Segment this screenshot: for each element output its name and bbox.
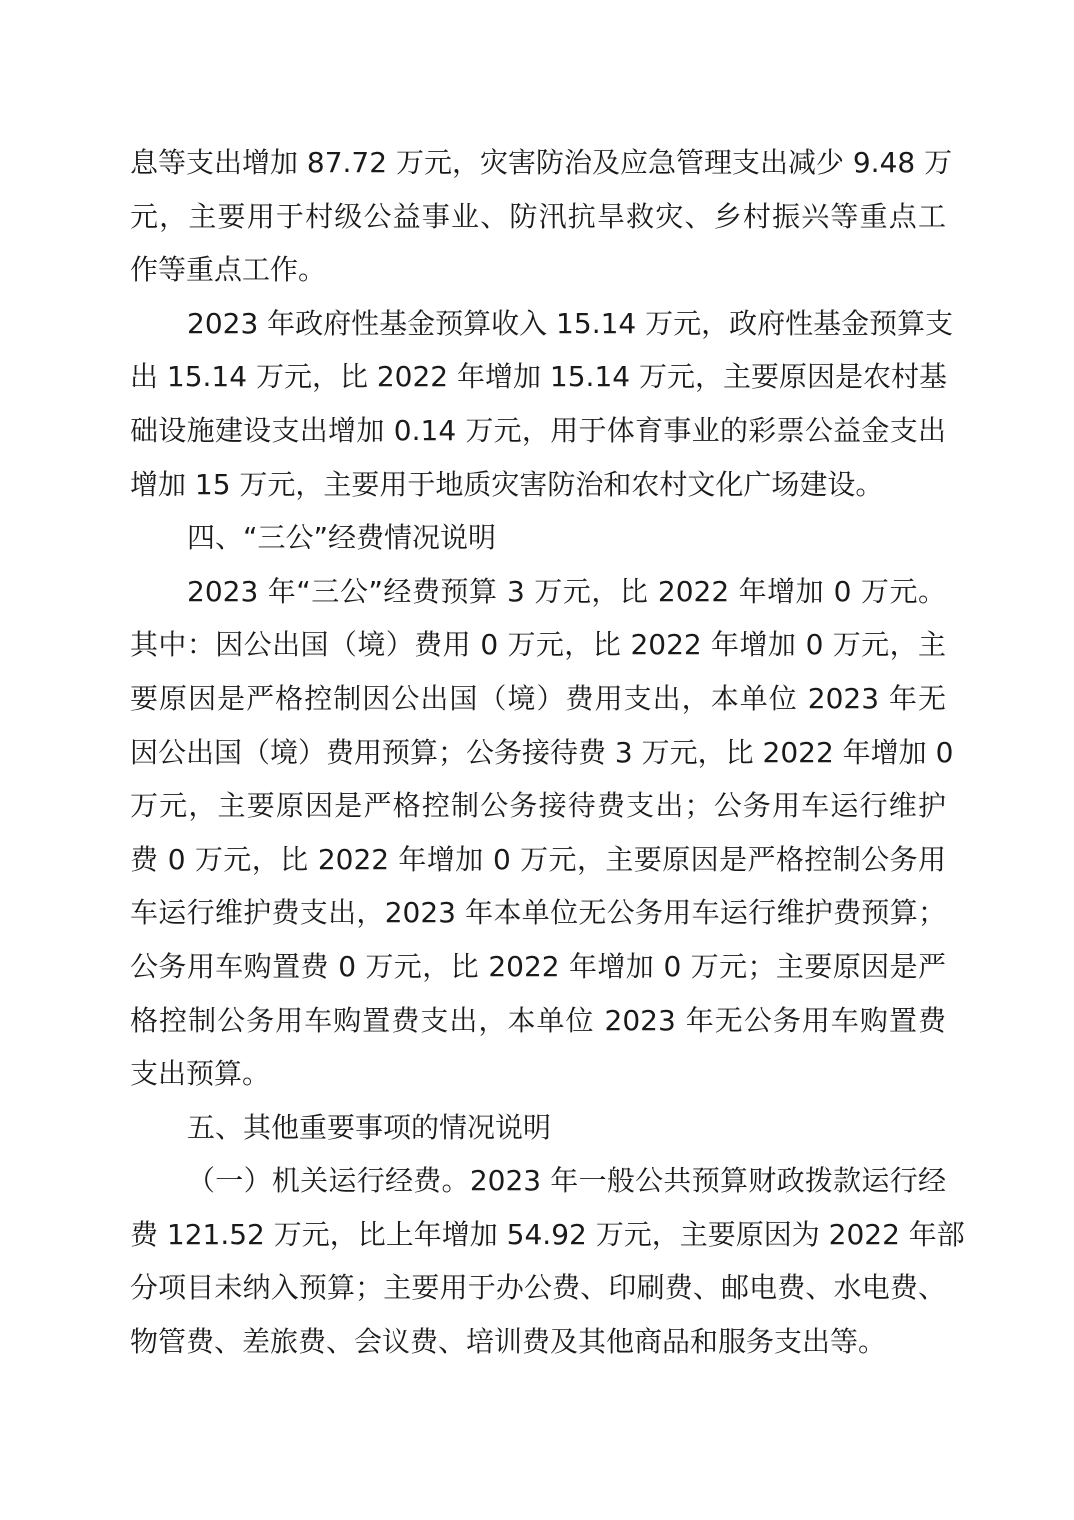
text-line: 增加 15 万元，主要用于地质灾害防治和农村文化广场建设。 — [130, 467, 884, 501]
text-line: 公务用车购置费 0 万元，比 2022 年增加 0 万元；主要原因是严 — [130, 949, 946, 983]
text-line: 费 121.52 万元，比上年增加 54.92 万元，主要原因为 2022 年部 — [130, 1217, 965, 1251]
body-text — [130, 136, 965, 1369]
text-line: （一）机关运行经费。2023 年一般公共预算财政拨款运行经 — [187, 1164, 946, 1198]
text-line: 支出预算。 — [130, 1057, 271, 1091]
text-line: 其中：因公出国（境）费用 0 万元，比 2022 年增加 0 万元，主 — [130, 628, 946, 662]
text-line: 2023 年“三公”经费预算 3 万元，比 2022 年增加 0 万元。 — [187, 574, 946, 608]
text-line: 因公出国（境）费用预算；公务接待费 3 万元，比 2022 年增加 0 — [130, 735, 954, 769]
text-line: 万元，主要原因是严格控制公务接待费支出；公务用车运行维护 — [130, 789, 946, 823]
text-line: 2023 年政府性基金预算收入 15.14 万元，政府性基金预算支 — [187, 306, 954, 340]
text-line: 作等重点工作。 — [130, 253, 327, 287]
text-line: 车运行维护费支出，2023 年本单位无公务用车运行维护费预算； — [130, 896, 946, 930]
text-line: 元，主要用于村级公益事业、防汛抗旱救灾、乡村振兴等重点工 — [130, 199, 946, 233]
text-line: 费 0 万元，比 2022 年增加 0 万元，主要原因是严格控制公务用 — [130, 842, 946, 876]
text-line: 四、“三公”经费情况说明 — [187, 521, 497, 555]
text-line: 物管费、差旅费、会议费、培训费及其他商品和服务支出等。 — [130, 1325, 887, 1359]
text-line: 五、其他重要事项的情况说明 — [187, 1110, 552, 1144]
text-line: 要原因是严格控制因公出国（境）费用支出，本单位 2023 年无 — [130, 681, 946, 715]
text-line: 分项目未纳入预算；主要用于办公费、印刷费、邮电费、水电费、 — [130, 1271, 946, 1305]
text-line: 格控制公务用车购置费支出，本单位 2023 年无公务用车购置费 — [130, 1003, 946, 1037]
text-line: 础设施建设支出增加 0.14 万元，用于体育事业的彩票公益金支出 — [130, 413, 946, 447]
text-line: 息等支出增加 87.72 万元，灾害防治及应急管理支出减少 9.48 万 — [130, 146, 953, 179]
text-line: 出 15.14 万元，比 2022 年增加 15.14 万元，主要原因是农村基 — [130, 360, 947, 394]
